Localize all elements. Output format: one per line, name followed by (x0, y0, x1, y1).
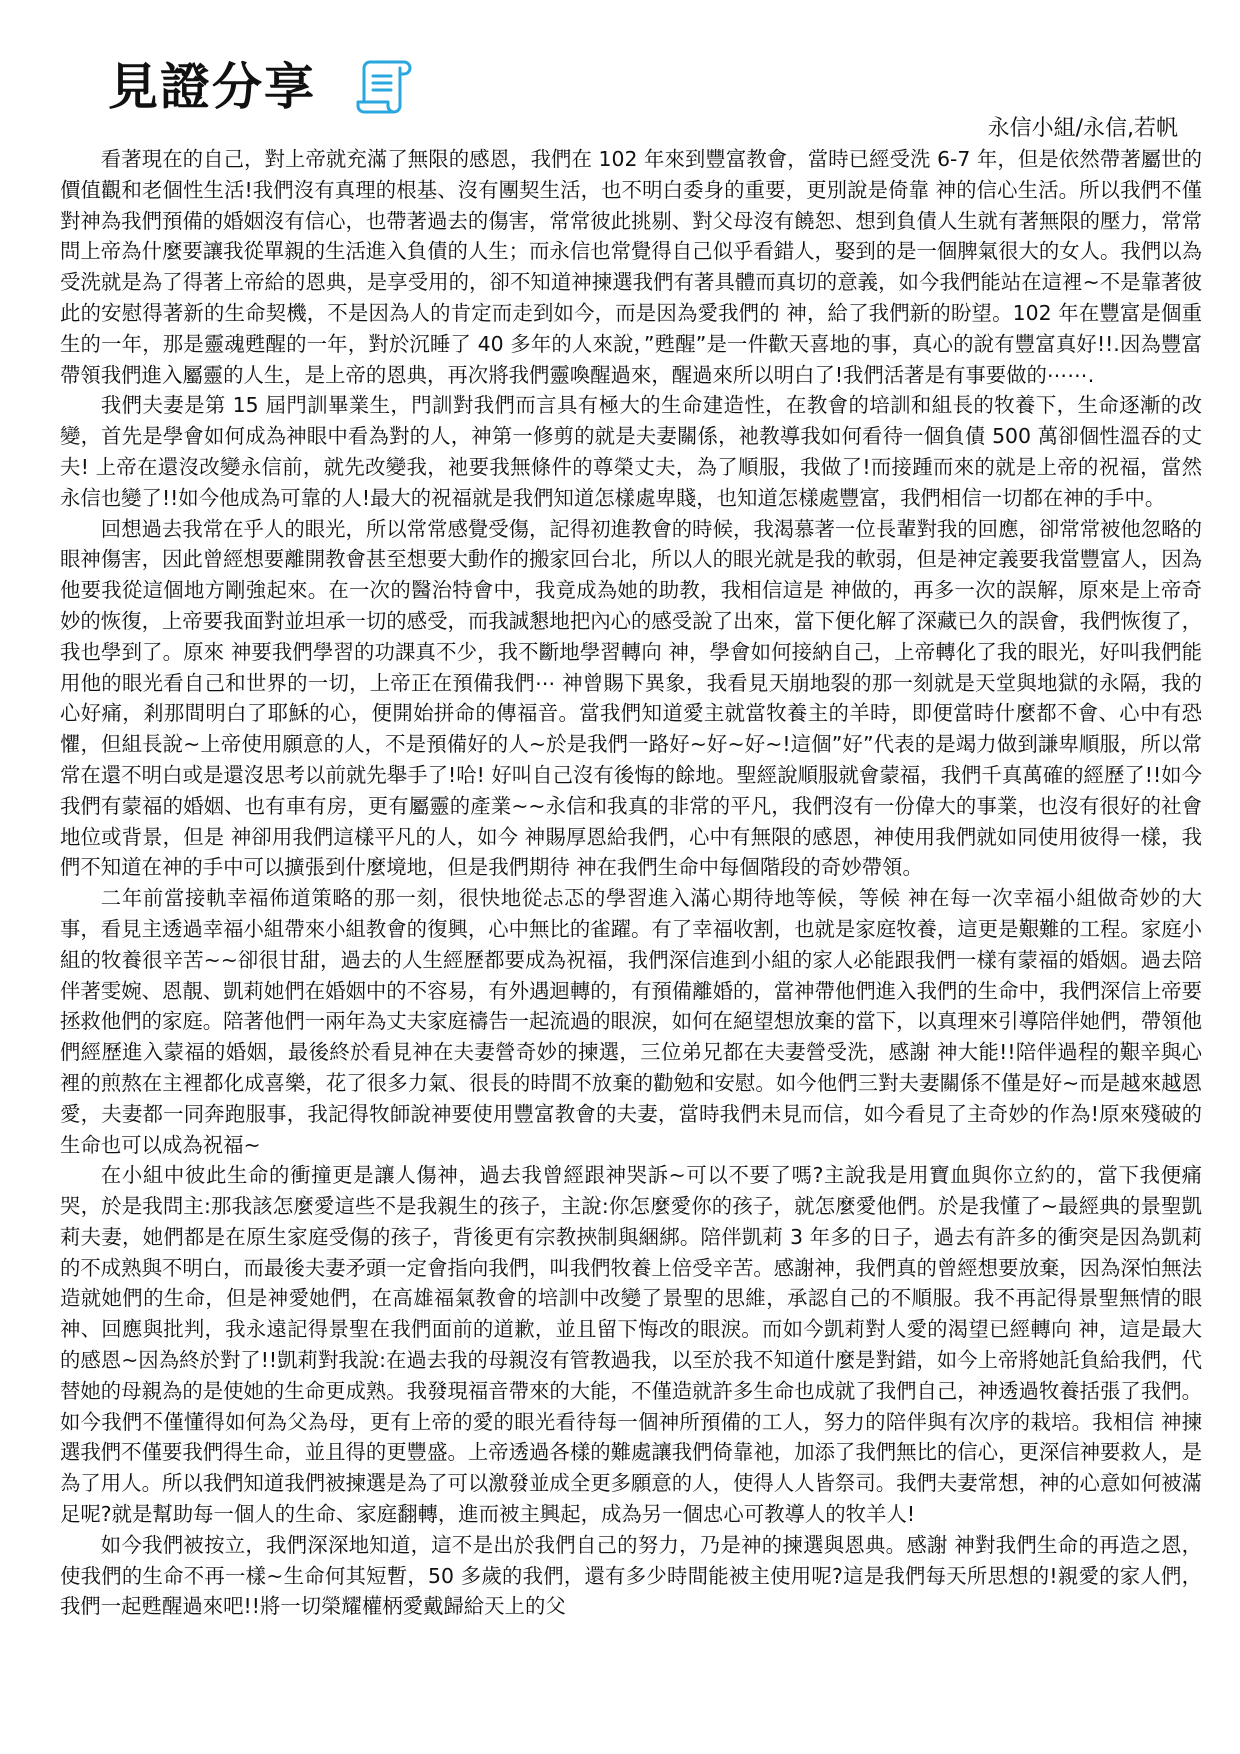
paragraph-2: 我們夫妻是第 15 屆門訓畢業生，門訓對我們而言具有極大的生命建造性，在教會的培訓和組長的牧養下，生命逐漸的改變，首先是學會如何成為神眼中看為對的人，神第一修剪的就是夫妻關係，祂教導我如何看待一個負債 500 萬卻個性溫吞的丈夫! 上帝在還沒改變永信前，就先改變我，祂要我無條件的尊榮丈夫，為了順服，我做了!而接踵而來的就是上帝的祝福，當然永信也變了!!如今他成為可靠的人!最大的祝福就是我們知道怎樣處卑賤，也知道怎樣處豐富，我們相信一切都在神的手中。 (60, 393, 1202, 510)
page-title: 見證分享 (108, 58, 316, 116)
testimony-body (60, 144, 1202, 1622)
paragraph-6: 如今我們被按立，我們深深地知道，這不是出於我們自己的努力，乃是神的揀選與恩典。感謝 神對我們生命的再造之恩，使我們的生命不再一樣~生命何其短暫，50 多歲的我們，還有多少時間能被主使用呢?這是我們每天所思想的!親愛的家人們，我們一起甦醒過來吧!!將一切榮耀權柄愛戴歸給天上的父 (60, 1532, 1202, 1619)
paragraph-1: 看著現在的自己，對上帝就充滿了無限的感恩，我們在 102 年來到豐富教會，當時已經受洗 6-7 年，但是依然帶著屬世的價值觀和老個性生活!我們沒有真理的根基、沒有團契生活，也不明白委身的重要，更別說是倚靠 神的信心生活。所以我們不僅對神為我們預備的婚姻沒有信心，也帶著過去的傷害，常常彼此挑剔、對父母沒有饒恕、想到負債人生就有著無限的壓力，常常問上帝為什麼要讓我從單親的生活進入負債的人生；而永信也常覺得自己似乎看錯人，娶到的是一個脾氣很大的女人。我們以為受洗就是為了得著上帝給的恩典，是享受用的，卻不知道神揀選我們有著具體而真切的意義，如今我們能站在這裡~不是靠著彼此的安慰得著新的生命契機，不是因為人的肯定而走到如今，而是因為愛我們的 神，給了我們新的盼望。102 年在豐富是個重生的一年，那是靈魂甦醒的一年，對於沉睡了 40 多年的人來說，”甦醒”是一件歡天喜地的事，真心的說有豐富真好!!.因為豐富帶領我們進入屬靈的人生，是上帝的恩典，再次將我們靈喚醒過來，醒過來所以明白了!我們活著是有事要做的⋯⋯. (60, 147, 1202, 387)
paragraph-3: 回想過去我常在乎人的眼光，所以常常感覺受傷，記得初進教會的時候，我渴慕著一位長輩對我的回應，卻常常被他忽略的眼神傷害，因此曾經想要離開教會甚至想要大動作的搬家回台北，所以人的眼光就是我的軟弱，但是神定義要我當豐富人，因為他要我從這個地方剛強起來。在一次的醫治特會中，我竟成為她的助教，我相信這是 神做的，再多一次的誤解，原來是上帝奇妙的恢復，上帝要我面對並坦承一切的感受，而我誠懇地把內心的感受說了出來，當下便化解了深藏已久的誤會，我們恢復了，我也學到了。原來 神要我們學習的功課真不少，我不斷地學習轉向 神，學會如何接納自己，上帝轉化了我的眼光，好叫我們能用他的眼光看自己和世界的一切，上帝正在預備我們⋯ 神曾賜下異象，我看見天崩地裂的那一刻就是天堂與地獄的永隔，我的心好痛，剎那間明白了耶穌的心，便開始拼命的傳福音。當我們知道愛主就當牧養主的羊時，即便當時什麼都不會、心中有恐懼，但組長說~上帝使用願意的人，不是預備好的人~於是我們一路好~好~好~!這個”好”代表的是竭力做到謙卑順服，所以常常在還不明白或是還沒思考以前就先舉手了!哈! 好叫自己沒有後悔的餘地。聖經說順服就會蒙福，我們千真萬確的經歷了!!如今我們有蒙福的婚姻、也有車有房，更有屬靈的產業~~永信和我真的非常的平凡，我們沒有一份偉大的事業，也沒有很好的社會地位或背景，但是 神卻用我們這樣平凡的人，如今 神賜厚恩給我們，心中有無限的感恩，神使用我們就如同使用彼得一樣，我們不知道在神的手中可以擴張到什麼境地，但是我們期待 神在我們生命中每個階段的奇妙帶領。 (60, 516, 1202, 880)
title-block (108, 56, 416, 118)
scroll-document-icon (354, 56, 416, 118)
author-byline: 永信小組/永信,若帆 (987, 116, 1178, 141)
paragraph-4: 二年前當接軌幸福佈道策略的那一刻，很快地從忐忑的學習進入滿心期待地等候，等候 神在每一次幸福小組做奇妙的大事，看見主透過幸福小組帶來小組教會的復興，心中無比的雀躍。有了幸福收割，也就是家庭牧養，這更是艱難的工程。家庭小組的牧養很辛苦~~卻很甘甜，過去的人生經歷都要成為祝福，我們深信進到小組的家人必能跟我們一樣有蒙福的婚姻。過去陪伴著雯婉、恩靚、凱莉她們在婚姻中的不容易，有外遇迴轉的，有預備離婚的，當神帶他們進入我們的生命中，我們深信上帝要拯救他們的家庭。陪著他們一兩年為丈夫家庭禱告一起流過的眼淚，如何在絕望想放棄的當下，以真理來引導陪伴她們，帶領他們經歷進入蒙福的婚姻，最後終於看見神在夫妻營奇妙的揀選，三位弟兄都在夫妻營受洗，感謝 神大能!!陪伴過程的艱辛與心裡的煎熬在主裡都化成喜樂，花了很多力氣、很長的時間不放棄的勸勉和安慰。如今他們三對夫妻關係不僅是好~而是越來越恩愛，夫妻都一同奔跑服事，我記得牧師說神要使用豐富教會的夫妻，當時我們未見而信，如今看見了主奇妙的作為!原來殘破的生命也可以成為祝福~ (60, 886, 1202, 1157)
paragraph-5: 在小組中彼此生命的衝撞更是讓人傷神，過去我曾經跟神哭訴~可以不要了嗎?主說我是用寶血與你立約的，當下我便痛哭，於是我問主:那我該怎麼愛這些不是我親生的孩子，主說:你怎麼愛你的孩子，就怎麼愛他們。於是我懂了~最經典的景聖凱莉夫妻，她們都是在原生家庭受傷的孩子，背後更有宗教挾制與綑綁。陪伴凱莉 3 年多的日子，過去有許多的衝突是因為凱莉的不成熟與不明白，而最後夫妻矛頭一定會指向我們，叫我們牧養上倍受辛苦。感謝神，我們真的曾經想要放棄，因為深怕無法造就她們的生命，但是神愛她們，在高雄福氣教會的培訓中改變了景聖的思維，承認自己的不順服。我不再記得景聖無情的眼神、回應與批判，我永遠記得景聖在我們面前的道歉，並且留下悔改的眼淚。而如今凱莉對人愛的渴望已經轉向 神，這是最大的感恩~因為終於對了!!凱莉對我說:在過去我的母親沒有管教過我，以至於我不知道什麼是對錯，如今上帝將她託負給我們，代替她的母親為的是使她的生命更成熟。我發現福音帶來的大能，不僅造就許多生命也成就了我們自己，神透過牧養括張了我們。如今我們不僅懂得如何為父為母，更有上帝的愛的眼光看待每一個神所預備的工人，努力的陪伴與有次序的栽培。我相信 神揀選我們不僅要我們得生命，並且得的更豐盛。上帝透過各樣的難處讓我們倚靠祂，加添了我們無比的信心，更深信神要救人，是為了用人。所以我們知道我們被揀選是為了可以激發並成全更多願意的人，使得人人皆祭司。我們夫妻常想，神的心意如何被滿足呢?就是幫助每一個人的生命、家庭翻轉，進而被主興起，成為另一個忠心可教導人的牧羊人! (60, 1163, 1202, 1527)
